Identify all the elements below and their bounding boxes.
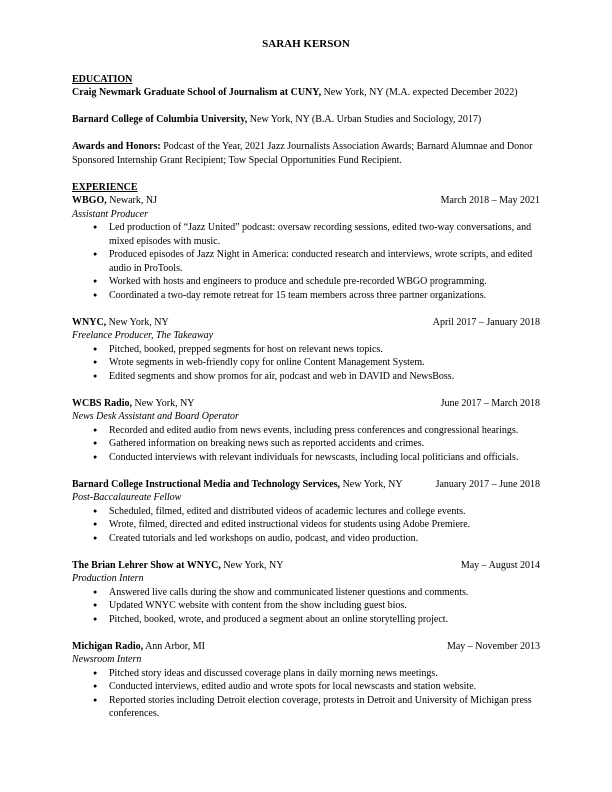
- job-org-location: [72, 397, 195, 411]
- education-entry: [72, 86, 540, 100]
- job-role: Assistant Producer: [72, 208, 149, 220]
- job-entry: [72, 478, 540, 546]
- job-entry: [72, 397, 540, 465]
- job-org: The Brian Lehrer Show at WNYC,: [72, 559, 221, 571]
- education-heading: EDUCATION: [72, 73, 133, 85]
- job-dates: March 2018 – May 2021: [440, 195, 540, 206]
- job-entry: [72, 640, 540, 721]
- job-bullet: ● Produced episodes of Jazz Night in America: conducted research and interviews, wrote scripts, and edited audio in ProTools.: [109, 248, 540, 275]
- job-location: New York, NY: [340, 478, 403, 490]
- job-bullet: ● Answered live calls during the show and communicated listener questions and comments.: [109, 586, 540, 600]
- candidate-name: SARAH KERSON: [262, 38, 350, 50]
- job-bullet: ● Led production of “Jazz United” podcast: oversaw recording sessions, edited two-way conversations, and mixed episodes with music.: [109, 221, 540, 248]
- job-org: Barnard College Instructional Media and Technology Services,: [72, 478, 341, 490]
- job-bullet: ● Conducted interviews with relevant individuals for newscasts, including local politicians and officials.: [109, 451, 540, 465]
- education-entry: [72, 113, 540, 127]
- school-name: Craig Newmark Graduate School of Journalism at CUNY,: [72, 87, 322, 98]
- job-bullet: ● Created tutorials and led workshops on audio, podcast, and video production.: [109, 532, 540, 546]
- job-bullet: ● Conducted interviews, edited audio and wrote spots for local newscasts and station website.: [109, 680, 540, 694]
- job-role: Post-Baccalaureate Fellow: [72, 492, 182, 503]
- experience-section: [72, 181, 540, 721]
- school-detail: New York, NY (B.A. Urban Studies and Sociology, 2017): [247, 114, 482, 125]
- job-bullet: ● Updated WNYC website with content from the show including guest bios.: [109, 599, 540, 613]
- job-bullets: [72, 343, 540, 384]
- job-entry: [72, 194, 540, 302]
- job-bullet: ● Pitched, booked, prepped segments for host on relevant news topics.: [109, 343, 540, 357]
- job-bullet: ● Coordinated a two-day remote retreat for 15 team members across three partner organizations.: [109, 289, 540, 303]
- job-org: WNYC,: [72, 316, 107, 328]
- school-detail: New York, NY (M.A. expected December 2022): [321, 87, 518, 98]
- job-role: Freelance Producer, The Takeaway: [72, 330, 214, 341]
- job-bullet: ● Worked with hosts and engineers to produce and schedule pre-recorded WBGO programming.: [109, 275, 540, 289]
- job-org-location: [72, 316, 169, 330]
- job-role: Production Intern: [72, 573, 144, 584]
- awards: [72, 140, 540, 167]
- job-header: [72, 397, 540, 411]
- job-bullets: [72, 667, 540, 721]
- awards-text: Podcast of the Year, 2021 Jazz Journalists Association Awards; Barnard Alumnae and Donor Sponsored Internship Grant Recipient; Tow Special Opportunities Fund Recipient.: [72, 141, 533, 166]
- job-bullets: [72, 221, 540, 302]
- job-dates: May – August 2014: [460, 559, 540, 571]
- job-bullets: [72, 505, 540, 546]
- job-bullet: ● Recorded and edited audio from news events, including press conferences and congressional hearings.: [109, 424, 540, 438]
- job-role: Newsroom Intern: [72, 654, 142, 665]
- job-header: [72, 559, 540, 573]
- job-location: Ann Arbor, MI: [143, 640, 205, 652]
- job-location: New York, NY: [132, 397, 195, 409]
- job-dates: May – November 2013: [446, 640, 540, 652]
- job-bullet: ● Wrote segments in web-friendly copy for online Content Management System.: [109, 356, 540, 370]
- job-entry: [72, 316, 540, 384]
- job-bullet: ● Edited segments and show promos for air, podcast and web in DAVID and NewsBoss.: [109, 370, 540, 384]
- job-bullets: [72, 586, 540, 627]
- job-location: New York, NY: [106, 316, 169, 328]
- job-role: News Desk Assistant and Board Operator: [72, 411, 239, 422]
- job-header: [72, 640, 540, 654]
- job-bullet: ● Wrote, filmed, directed and edited instructional videos for students using Adobe Premiere.: [109, 518, 540, 532]
- job-bullet: ● Scheduled, filmed, edited and distributed videos of academic lectures and college events.: [109, 505, 540, 519]
- job-org-location: [72, 478, 403, 492]
- job-dates: June 2017 – March 2018: [440, 397, 540, 409]
- school-name: Barnard College of Columbia University,: [72, 114, 248, 125]
- job-location: Newark, NJ: [106, 195, 157, 206]
- job-list: [72, 194, 540, 721]
- job-bullet: ● Pitched story ideas and discussed coverage plans in daily morning news meetings.: [109, 667, 540, 681]
- awards-label: Awards and Honors:: [72, 141, 161, 152]
- job-bullet: ● Gathered information on breaking news such as reported accidents and crimes.: [109, 437, 540, 451]
- experience-heading: EXPERIENCE: [72, 181, 138, 193]
- job-org: Michigan Radio,: [72, 640, 144, 652]
- resume-page: [72, 38, 540, 734]
- job-header: [72, 316, 540, 330]
- job-dates: January 2017 – June 2018: [435, 478, 540, 490]
- education-section: [72, 73, 540, 181]
- job-entry: [72, 559, 540, 627]
- job-header: [72, 478, 540, 492]
- job-bullet: ● Reported stories including Detroit election coverage, protests in Detroit and University of Michigan press conferences.: [109, 694, 540, 721]
- job-header: [72, 194, 540, 208]
- job-bullet: ● Pitched, booked, wrote, and produced a segment about an online storytelling project.: [109, 613, 540, 627]
- job-org: WBGO,: [72, 195, 107, 206]
- job-org-location: [72, 559, 283, 573]
- job-dates: April 2017 – January 2018: [432, 316, 540, 328]
- job-bullets: [72, 424, 540, 465]
- job-org: WCBS Radio,: [72, 397, 133, 409]
- job-org-location: [72, 194, 157, 208]
- job-org-location: [72, 640, 205, 654]
- job-location: New York, NY: [220, 559, 284, 571]
